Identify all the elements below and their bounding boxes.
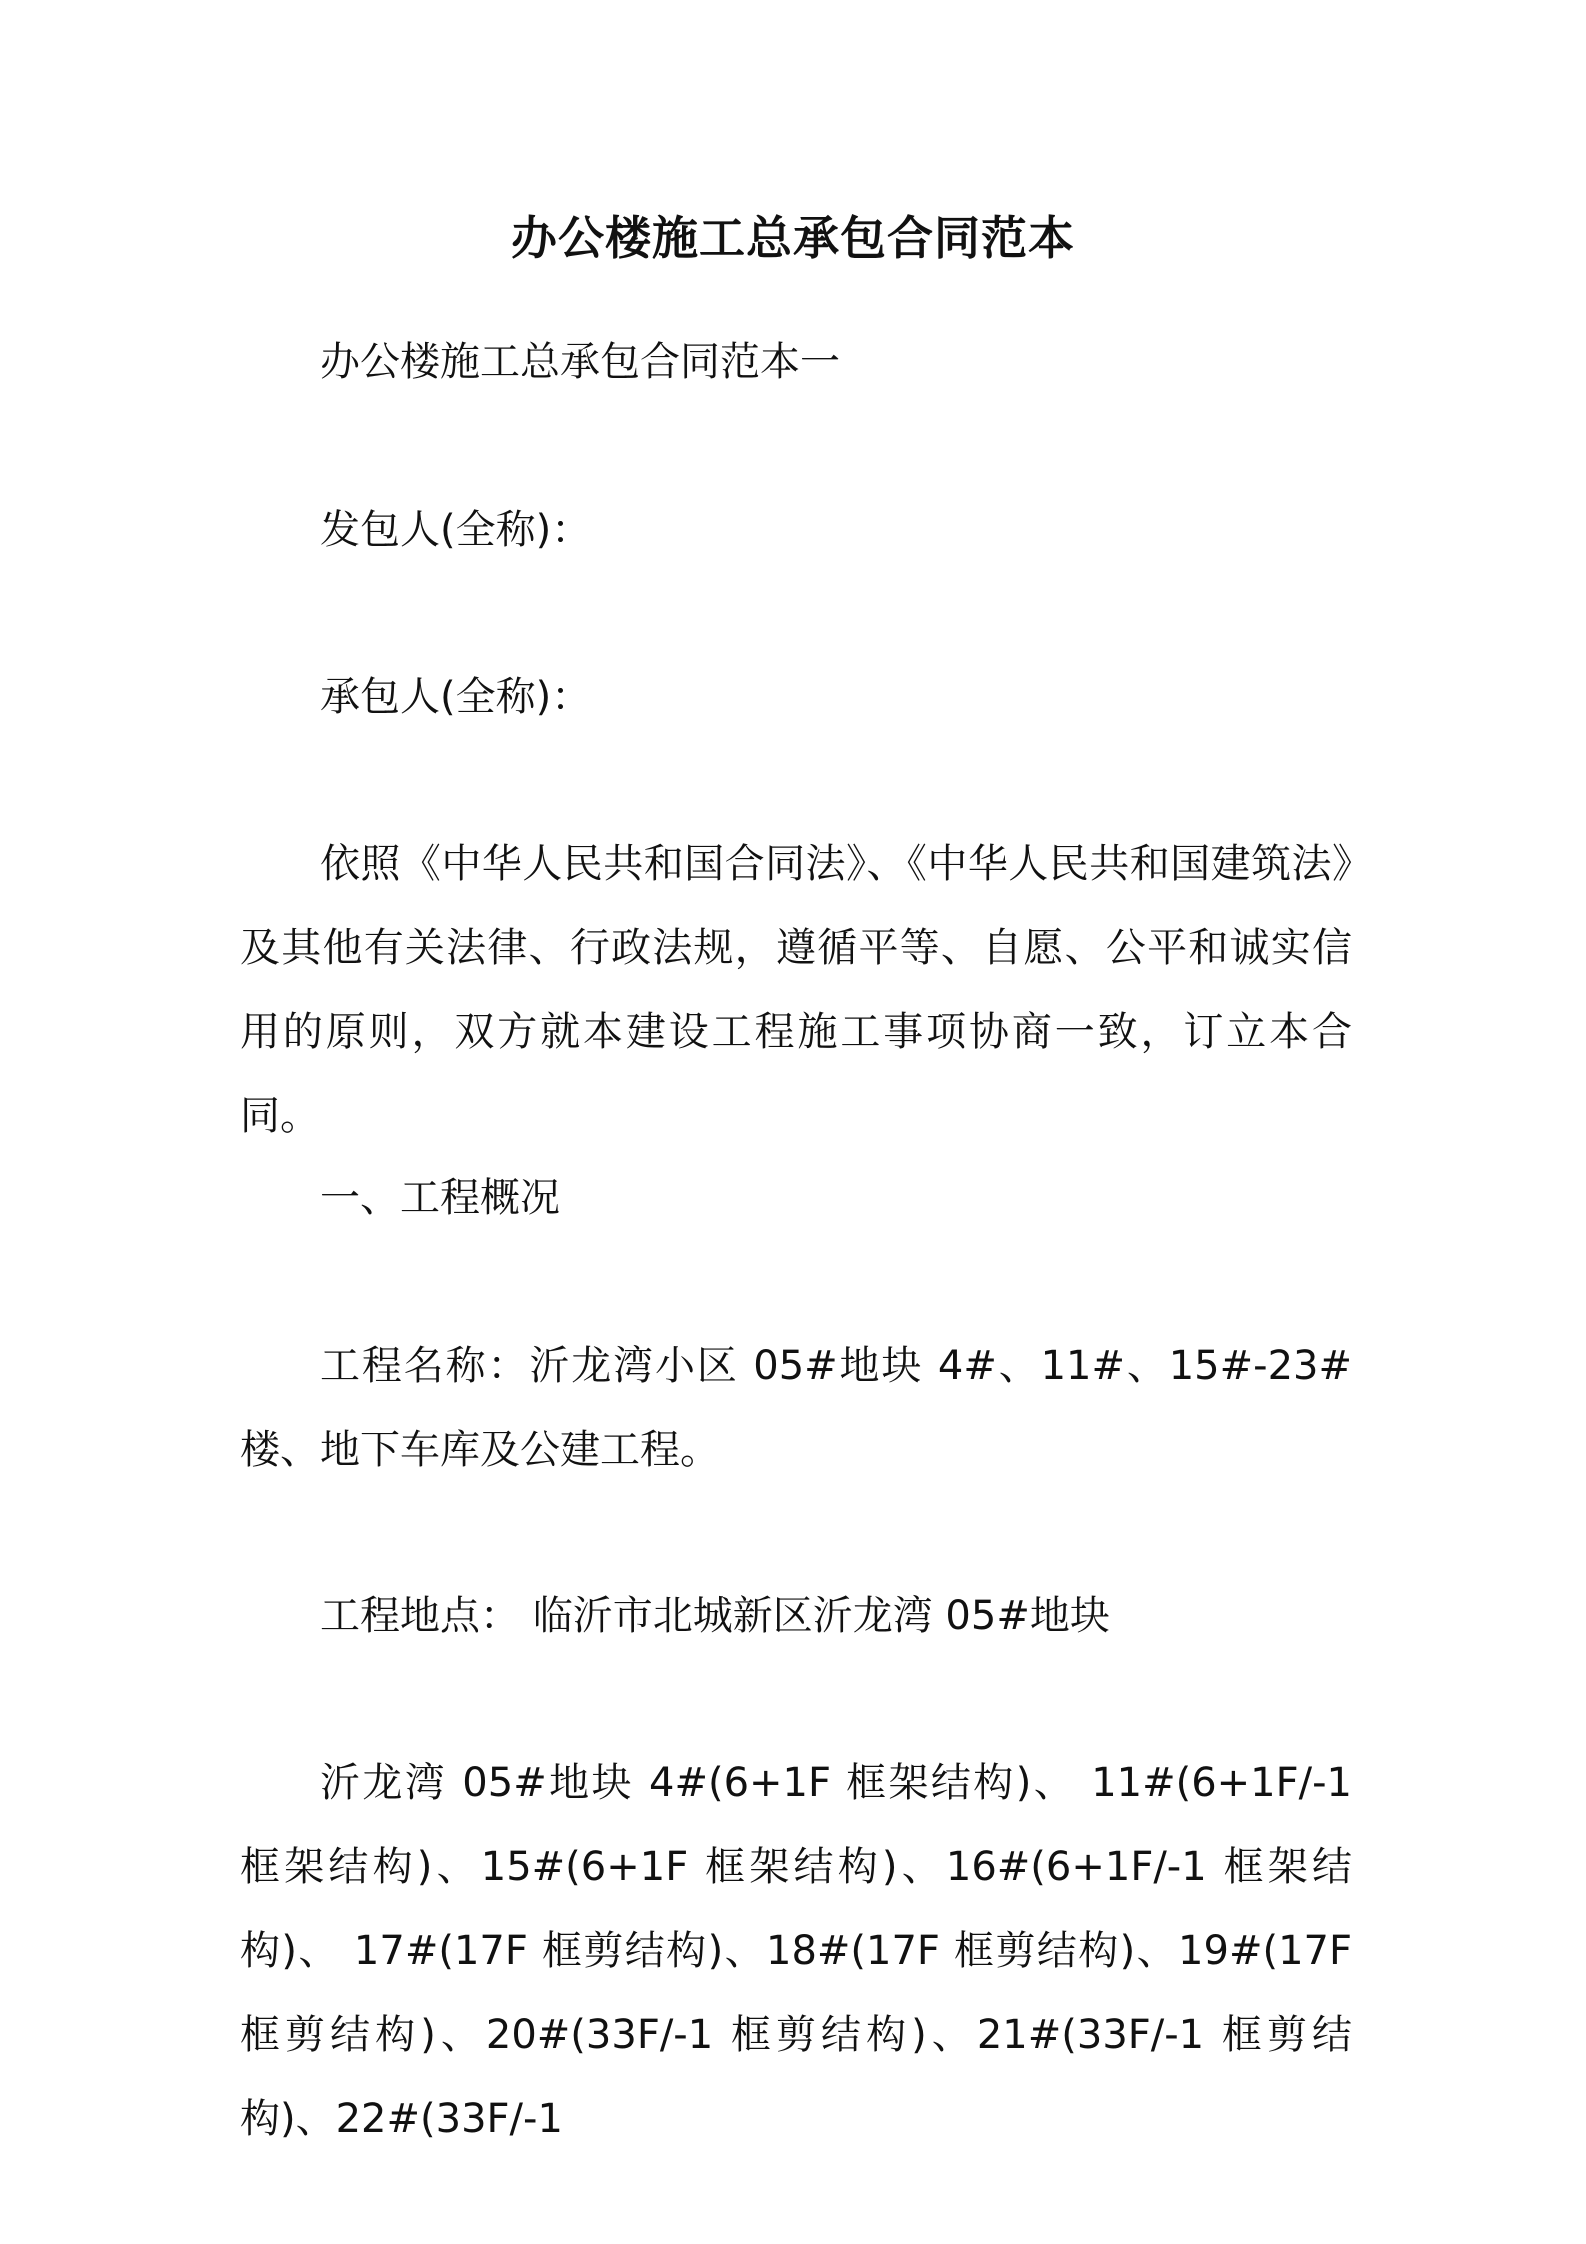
legal-basis-paragraph: 依照《中华人民共和国合同法》、《中华人民共和国建筑法》及其他有关法律、行政法规，遵循平等、自愿、公平和诚实信用的原则，双方就本建设工程施工事项协商一致，订立本合同。 — [240, 841, 1352, 1139]
project-scope-paragraph: 沂龙湾 05#地块 4#(6+1F 框架结构)、 11#(6+1F/-1 框架结构)、15#(6+1F 框架结构)、16#(6+1F/-1 框架结构)、 17#(17F 框剪结构)、18#(17F 框剪结构)、19#(17F 框剪结构)、20#(33F/-1 框剪结构)、21#(33F/-1 框剪结构)、22#(33F/-1 — [240, 1760, 1352, 2142]
contractor-field-label: 承包人(全称)： — [320, 674, 592, 720]
project-location-paragraph: 工程地点： 临沂市北城新区沂龙湾 05#地块 — [320, 1593, 1110, 1639]
project-name-paragraph: 工程名称：沂龙湾小区 05#地块 4#、11#、15#-23#楼、地下车库及公建工程。 — [240, 1343, 1352, 1473]
section-heading-project-overview: 一、工程概况 — [320, 1175, 560, 1221]
contract-subtitle: 办公楼施工总承包合同范本一 — [320, 339, 840, 385]
employer-field-label: 发包人(全称)： — [320, 507, 592, 553]
document-title: 办公楼施工总承包合同范本 — [511, 211, 1075, 265]
